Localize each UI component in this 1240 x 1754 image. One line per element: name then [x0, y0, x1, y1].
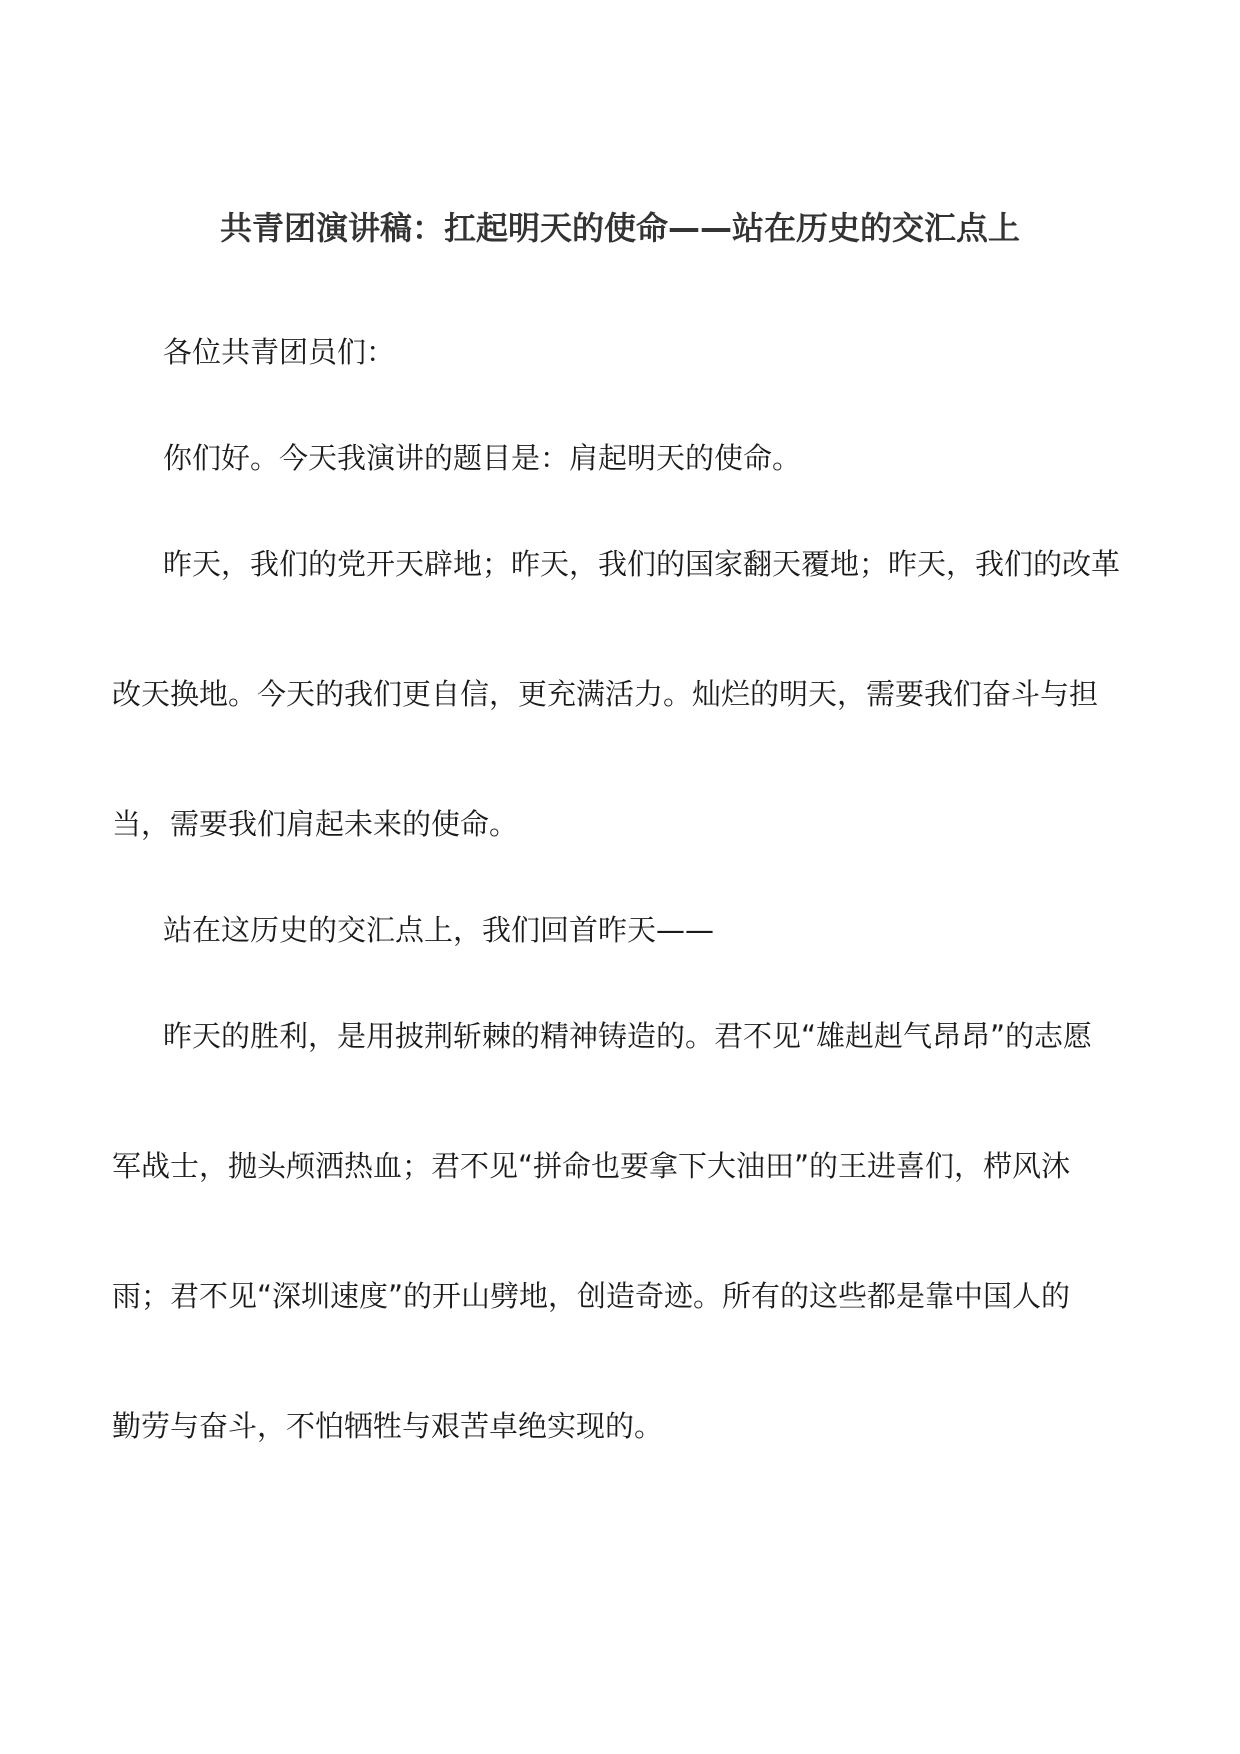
document-title: 共青团演讲稿：扛起明天的使命——站在历史的交汇点上 — [219, 209, 1020, 247]
paragraph-line: 当，需要我们肩起未来的使命。 — [112, 807, 519, 841]
paragraph-line: 改天换地。今天的我们更自信，更充满活力。灿烂的明天，需要我们奋斗与担 — [112, 677, 1099, 711]
greeting-line: 你们好。今天我演讲的题目是：肩起明天的使命。 — [163, 441, 802, 475]
paragraph-line: 昨天，我们的党开天辟地；昨天，我们的国家翻天覆地；昨天，我们的改革 — [163, 547, 1121, 581]
paragraph-line: 勤劳与奋斗，不怕牺牲与艰苦卓绝实现的。 — [112, 1409, 664, 1443]
paragraph-line: 昨天的胜利，是用披荆斩棘的精神铸造的。君不见“雄赳赳气昂昂”的志愿 — [163, 1019, 1093, 1053]
paragraph-line: 站在这历史的交汇点上，我们回首昨天—— — [163, 913, 715, 947]
paragraph-line: 军战士，抛头颅洒热血；君不见“拼命也要拿下大油田”的王进喜们，栉风沐 — [112, 1149, 1071, 1183]
paragraph-line: 雨；君不见“深圳速度”的开山劈地，创造奇迹。所有的这些都是靠中国人的 — [112, 1279, 1071, 1313]
salutation-line: 各位共青团员们： — [163, 335, 396, 369]
